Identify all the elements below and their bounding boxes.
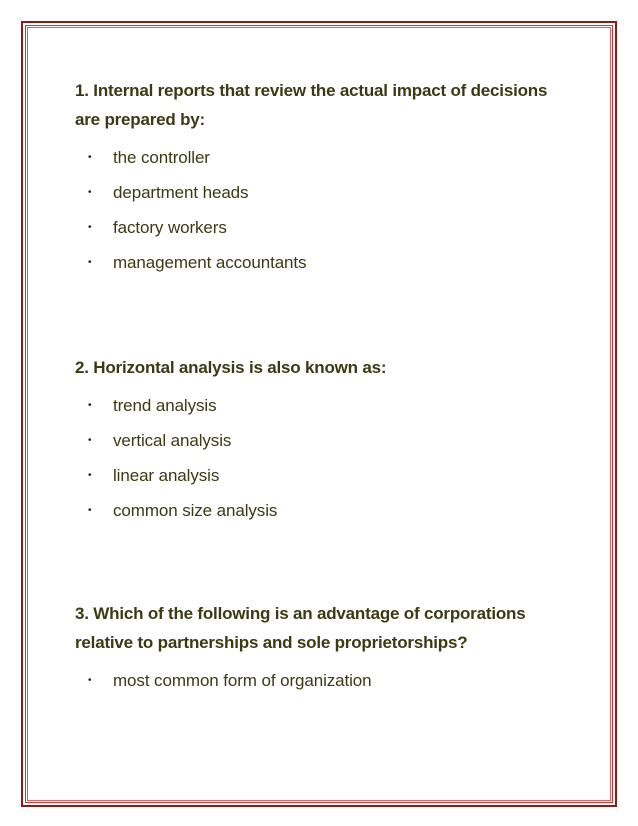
question-1-text: 1. Internal reports that review the actual impact of decisions are prepared by: (75, 81, 548, 129)
bullet-icon: • (88, 505, 92, 516)
question-3 (75, 599, 555, 698)
list-item (75, 245, 555, 280)
list-item (75, 423, 555, 458)
list-item (75, 458, 555, 493)
option-text: management accountants (113, 253, 307, 272)
bullet-icon: • (88, 222, 92, 233)
list-item (75, 663, 555, 698)
list-item (75, 175, 555, 210)
list-item (75, 210, 555, 245)
bullet-icon: • (88, 470, 92, 481)
question-2-options (75, 388, 555, 528)
list-item (75, 388, 555, 423)
list-item (75, 493, 555, 528)
option-text: department heads (113, 183, 249, 202)
option-text: vertical analysis (113, 431, 232, 450)
option-text: factory workers (113, 218, 227, 237)
question-3-text: 3. Which of the following is an advantage of corporations relative to partnerships and sole proprietorships? (75, 604, 526, 652)
option-text: most common form of organization (113, 671, 372, 690)
question-2-text: 2. Horizontal analysis is also known as: (75, 358, 387, 377)
option-text: common size analysis (113, 501, 278, 520)
question-1-options (75, 140, 555, 280)
bullet-icon: • (88, 400, 92, 411)
question-1 (75, 76, 555, 280)
bullet-icon: • (88, 152, 92, 163)
list-item (75, 140, 555, 175)
question-3-options (75, 663, 555, 698)
option-text: linear analysis (113, 466, 220, 485)
bullet-icon: • (88, 435, 92, 446)
question-2 (75, 353, 555, 528)
option-text: the controller (113, 148, 210, 167)
bullet-icon: • (88, 187, 92, 198)
bullet-icon: • (88, 675, 92, 686)
bullet-icon: • (88, 257, 92, 268)
option-text: trend analysis (113, 396, 217, 415)
